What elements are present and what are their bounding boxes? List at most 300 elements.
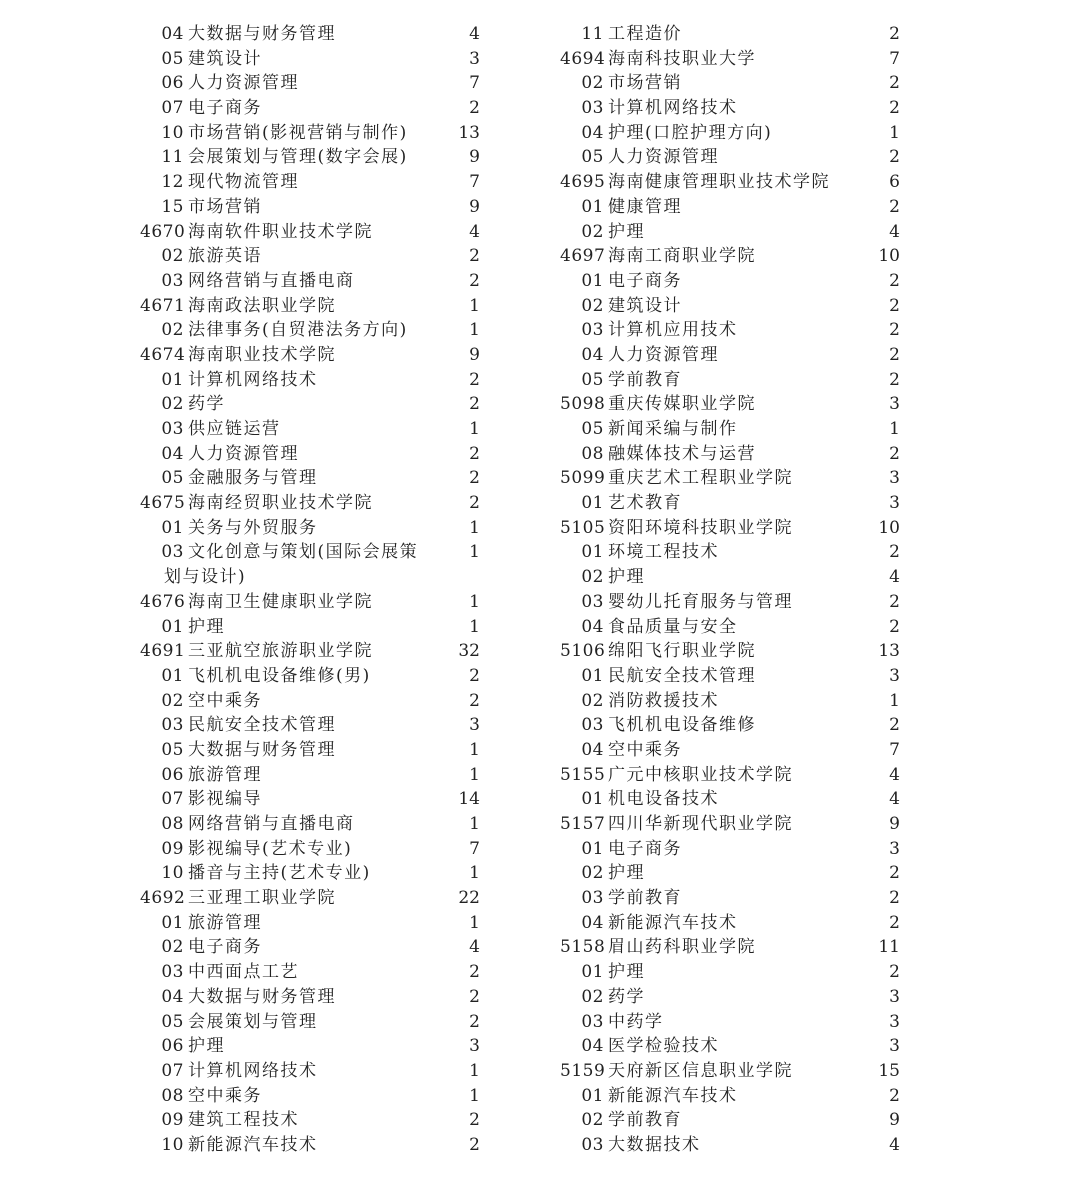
enrollment-count: 3 <box>469 715 480 736</box>
major-row <box>140 664 480 689</box>
major-code: 11 <box>581 24 604 44</box>
major-name: 民航安全技术管理 <box>608 665 756 686</box>
enrollment-count: 3 <box>889 1036 900 1057</box>
major-name: 艺术教育 <box>608 493 682 514</box>
school-row <box>560 244 900 269</box>
school-row <box>140 886 480 911</box>
enrollment-count: 2 <box>469 394 480 415</box>
major-row <box>140 1010 480 1035</box>
major-code: 03 <box>581 98 604 119</box>
major-code: 01 <box>581 1085 604 1106</box>
major-code: 01 <box>581 196 604 217</box>
enrollment-count: 2 <box>889 715 900 736</box>
enrollment-count: 13 <box>878 641 900 662</box>
enrollment-count: 4 <box>469 24 480 44</box>
major-code: 02 <box>161 394 184 415</box>
major-row <box>140 812 480 837</box>
enrollment-count: 2 <box>889 295 900 316</box>
enrollment-count: 1 <box>469 1060 480 1081</box>
major-name: 计算机网络技术 <box>188 1060 318 1081</box>
enrollment-count: 6 <box>889 172 900 193</box>
major-code: 01 <box>161 616 184 637</box>
major-code: 07 <box>161 789 184 810</box>
major-code: 04 <box>581 344 604 365</box>
major-code: 03 <box>581 1011 604 1032</box>
major-row <box>560 985 900 1010</box>
enrollment-count: 2 <box>469 986 480 1007</box>
major-row <box>560 861 900 886</box>
enrollment-count: 2 <box>469 98 480 119</box>
enrollment-count: 2 <box>889 962 900 983</box>
major-code: 03 <box>161 270 184 291</box>
school-name: 四川华新现代职业学院 <box>608 814 793 834</box>
major-code: 03 <box>581 591 604 612</box>
major-row <box>140 1059 480 1084</box>
school-row <box>560 466 900 491</box>
major-name: 护理 <box>608 567 645 588</box>
enrollment-count: 2 <box>469 665 480 686</box>
major-code: 06 <box>161 1036 184 1057</box>
major-row <box>560 294 900 319</box>
enrollment-count: 2 <box>889 320 900 341</box>
school-code: 5157 <box>560 814 606 834</box>
major-row <box>140 96 480 121</box>
enrollment-count: 7 <box>469 73 480 94</box>
enrollment-count: 7 <box>469 172 480 193</box>
enrollment-count: 1 <box>469 616 480 637</box>
school-row <box>140 294 480 319</box>
enrollment-count: 2 <box>469 1110 480 1131</box>
major-name-line1: 文化创意与策划(国际会展策 <box>188 542 419 563</box>
enrollment-count: 10 <box>878 517 900 538</box>
enrollment-count: 4 <box>889 221 900 242</box>
major-row <box>560 195 900 220</box>
major-code: 01 <box>581 962 604 983</box>
major-code: 04 <box>581 912 604 933</box>
enrollment-count: 2 <box>889 443 900 464</box>
major-code: 05 <box>581 369 604 390</box>
school-code: 4675 <box>140 493 186 514</box>
major-row <box>560 1108 900 1133</box>
enrollment-count: 7 <box>469 838 480 859</box>
major-name: 网络营销与直播电商 <box>188 270 355 291</box>
major-name: 法律事务(自贸港法务方向) <box>188 320 408 341</box>
school-name: 海南政法职业学院 <box>188 295 336 316</box>
major-name: 建筑设计 <box>608 295 682 316</box>
major-name: 电子商务 <box>188 937 262 958</box>
major-row <box>140 269 480 294</box>
major-row <box>560 368 900 393</box>
school-name: 海南健康管理职业技术学院 <box>608 172 830 193</box>
major-code: 04 <box>581 616 604 637</box>
enrollment-count: 2 <box>469 962 480 983</box>
major-name: 机电设备技术 <box>608 789 719 810</box>
major-name: 学前教育 <box>608 888 682 909</box>
major-code: 05 <box>161 48 184 69</box>
school-row <box>560 516 900 541</box>
major-name: 飞机机电设备维修(男) <box>188 665 371 686</box>
enrollment-count: 3 <box>889 986 900 1007</box>
major-name: 大数据与财务管理 <box>188 739 336 760</box>
major-row <box>140 170 480 195</box>
enrollment-count: 14 <box>458 789 480 810</box>
school-code: 4694 <box>560 48 606 69</box>
major-name: 空中乘务 <box>188 1085 262 1106</box>
major-code: 02 <box>581 690 604 711</box>
major-row <box>140 1108 480 1133</box>
major-name: 电子商务 <box>188 98 262 119</box>
enrollment-count: 22 <box>458 888 480 909</box>
major-code: 02 <box>581 567 604 588</box>
major-name: 护理 <box>608 221 645 242</box>
major-code: 01 <box>581 838 604 859</box>
major-row <box>560 1010 900 1035</box>
major-name: 空中乘务 <box>608 739 682 760</box>
enrollment-count: 32 <box>458 641 480 662</box>
major-name: 计算机应用技术 <box>608 320 738 341</box>
enrollment-count: 1 <box>469 295 480 316</box>
major-row <box>560 220 900 245</box>
enrollment-count: 2 <box>469 1134 480 1155</box>
major-name: 旅游英语 <box>188 246 262 267</box>
major-row <box>140 787 480 812</box>
major-name: 护理 <box>188 1036 225 1057</box>
enrollment-count: 2 <box>889 344 900 365</box>
enrollment-count: 2 <box>469 443 480 464</box>
major-code: 02 <box>581 986 604 1007</box>
major-name: 新能源汽车技术 <box>608 912 738 933</box>
enrollment-count: 9 <box>889 814 900 834</box>
school-code: 4692 <box>140 888 186 909</box>
major-row <box>560 71 900 96</box>
major-code: 03 <box>161 542 184 563</box>
major-row <box>560 837 900 862</box>
major-row <box>140 466 480 491</box>
major-code: 03 <box>581 888 604 909</box>
major-name: 药学 <box>188 394 225 415</box>
school-name: 海南卫生健康职业学院 <box>188 591 373 612</box>
major-row <box>560 1034 900 1059</box>
major-code: 05 <box>161 739 184 760</box>
enrollment-count: 3 <box>889 493 900 514</box>
major-row <box>560 689 900 714</box>
enrollment-count: 4 <box>889 1134 900 1155</box>
enrollment-count: 1 <box>469 542 480 563</box>
major-code: 03 <box>581 320 604 341</box>
enrollment-count: 2 <box>889 73 900 94</box>
major-name: 学前教育 <box>608 369 682 390</box>
school-code: 4670 <box>140 221 186 242</box>
major-row <box>560 787 900 812</box>
major-row <box>140 861 480 886</box>
major-row <box>140 1034 480 1059</box>
school-code: 4676 <box>140 591 186 612</box>
enrollment-count: 3 <box>889 468 900 489</box>
major-code: 01 <box>581 270 604 291</box>
school-code: 4697 <box>560 246 606 267</box>
enrollment-count: 4 <box>889 789 900 810</box>
enrollment-count: 1 <box>889 690 900 711</box>
school-row <box>560 170 900 195</box>
enrollment-count: 2 <box>469 468 480 489</box>
enrollment-count: 9 <box>889 1110 900 1131</box>
enrollment-count: 2 <box>469 246 480 267</box>
major-row <box>140 145 480 170</box>
major-code: 03 <box>581 715 604 736</box>
school-code: 5106 <box>560 641 606 662</box>
school-row <box>560 639 900 664</box>
enrollment-count: 2 <box>889 616 900 637</box>
major-code: 01 <box>581 542 604 563</box>
major-name: 药学 <box>608 986 645 1007</box>
major-name: 护理 <box>608 962 645 983</box>
major-code: 10 <box>161 122 184 143</box>
major-code: 03 <box>161 419 184 439</box>
enrollment-count: 1 <box>469 912 480 933</box>
school-row <box>140 590 480 615</box>
major-name: 工程造价 <box>608 24 682 44</box>
major-code: 04 <box>161 24 184 44</box>
major-code: 01 <box>161 912 184 933</box>
major-code: 10 <box>161 863 184 884</box>
major-name: 市场营销(影视营销与制作) <box>188 122 408 143</box>
major-row <box>140 1133 480 1158</box>
major-code: 02 <box>581 863 604 884</box>
major-row <box>140 121 480 146</box>
major-code: 08 <box>161 1085 184 1106</box>
enrollment-count: 1 <box>469 517 480 538</box>
major-code: 08 <box>581 443 604 464</box>
major-name: 大数据与财务管理 <box>188 986 336 1007</box>
school-row <box>560 935 900 960</box>
enrollment-count: 2 <box>889 542 900 563</box>
major-name: 电子商务 <box>608 270 682 291</box>
enrollment-count: 1 <box>469 1085 480 1106</box>
school-row <box>140 491 480 516</box>
enrollment-count: 2 <box>469 369 480 390</box>
enrollment-count: 2 <box>889 863 900 884</box>
school-name: 资阳环境科技职业学院 <box>608 517 793 538</box>
school-name: 天府新区信息职业学院 <box>608 1060 793 1081</box>
major-row <box>560 886 900 911</box>
school-code: 4691 <box>140 641 186 662</box>
enrollment-count: 2 <box>889 369 900 390</box>
enrollment-count: 1 <box>469 739 480 760</box>
major-row <box>140 738 480 763</box>
school-name: 海南软件职业技术学院 <box>188 221 373 242</box>
major-name: 大数据技术 <box>608 1134 701 1155</box>
major-name: 网络营销与直播电商 <box>188 814 355 835</box>
school-row <box>140 343 480 368</box>
major-name: 飞机机电设备维修 <box>608 715 756 736</box>
major-name: 婴幼儿托育服务与管理 <box>608 591 793 612</box>
major-row <box>560 145 900 170</box>
school-row <box>140 639 480 664</box>
enrollment-count: 2 <box>469 1011 480 1032</box>
school-code: 5158 <box>560 937 606 958</box>
enrollment-count: 2 <box>469 270 480 291</box>
enrollment-count: 3 <box>889 1011 900 1032</box>
school-row <box>560 392 900 417</box>
major-row <box>140 911 480 936</box>
school-code: 4674 <box>140 344 186 365</box>
major-name: 旅游管理 <box>188 764 262 785</box>
enrollment-count: 2 <box>889 196 900 217</box>
major-name: 新能源汽车技术 <box>188 1134 318 1155</box>
major-row <box>140 1084 480 1109</box>
enrollment-count: 7 <box>889 739 900 760</box>
major-code: 04 <box>581 739 604 760</box>
enrollment-count: 2 <box>889 24 900 44</box>
major-code: 02 <box>581 1110 604 1131</box>
left-column <box>140 22 480 1158</box>
school-code: 5159 <box>560 1060 606 1081</box>
major-row <box>560 343 900 368</box>
major-name: 会展策划与管理(数字会展) <box>188 147 408 168</box>
major-row <box>560 121 900 146</box>
enrollment-count: 9 <box>469 196 480 217</box>
school-name: 广元中核职业技术学院 <box>608 764 793 785</box>
major-name: 消防救援技术 <box>608 690 719 711</box>
major-name: 人力资源管理 <box>608 147 719 168</box>
major-code: 09 <box>161 838 184 859</box>
enrollment-count: 4 <box>469 937 480 958</box>
major-code: 05 <box>161 468 184 489</box>
major-name: 民航安全技术管理 <box>188 715 336 736</box>
enrollment-count: 15 <box>878 1060 900 1081</box>
major-name: 融媒体技术与运营 <box>608 443 756 464</box>
major-row <box>560 417 900 442</box>
enrollment-count: 2 <box>889 912 900 933</box>
major-row <box>560 96 900 121</box>
enrollment-count: 1 <box>469 764 480 785</box>
major-row <box>140 985 480 1010</box>
major-name: 现代物流管理 <box>188 172 299 193</box>
school-name: 眉山药科职业学院 <box>608 937 756 958</box>
major-row <box>560 960 900 985</box>
enrollment-count: 2 <box>469 493 480 514</box>
major-row <box>140 195 480 220</box>
major-name-line2: 划与设计) <box>164 567 247 588</box>
major-name: 建筑设计 <box>188 48 262 69</box>
major-code: 04 <box>581 122 604 143</box>
major-row <box>140 935 480 960</box>
major-code: 07 <box>161 1060 184 1081</box>
major-code: 03 <box>581 1134 604 1155</box>
school-code: 4671 <box>140 295 186 316</box>
enrollment-count: 2 <box>889 98 900 119</box>
major-code: 02 <box>161 690 184 711</box>
major-name: 计算机网络技术 <box>188 369 318 390</box>
enrollment-count: 4 <box>889 764 900 785</box>
major-row <box>140 368 480 393</box>
major-code: 02 <box>161 320 184 341</box>
major-code: 02 <box>581 221 604 242</box>
school-row <box>560 763 900 788</box>
major-code: 01 <box>161 369 184 390</box>
major-code: 02 <box>161 246 184 267</box>
major-row <box>560 565 900 590</box>
major-code: 02 <box>581 295 604 316</box>
major-row <box>140 22 480 47</box>
school-name: 海南职业技术学院 <box>188 344 336 365</box>
major-code: 01 <box>581 493 604 514</box>
school-code: 5098 <box>560 394 606 415</box>
enrollment-count: 1 <box>469 419 480 439</box>
enrollment-count: 1 <box>469 814 480 835</box>
school-row <box>560 47 900 72</box>
school-name: 重庆传媒职业学院 <box>608 394 756 415</box>
school-code: 4695 <box>560 172 606 193</box>
school-name: 三亚理工职业学院 <box>188 888 336 909</box>
major-row <box>560 738 900 763</box>
major-name: 人力资源管理 <box>608 344 719 365</box>
major-row <box>140 244 480 269</box>
major-name: 中西面点工艺 <box>188 962 299 983</box>
major-code: 06 <box>161 73 184 94</box>
enrollment-count: 1 <box>889 419 900 439</box>
major-row <box>560 713 900 738</box>
major-row <box>560 491 900 516</box>
school-code: 5099 <box>560 468 606 489</box>
enrollment-count: 2 <box>469 690 480 711</box>
major-name: 环境工程技术 <box>608 542 719 563</box>
enrollment-count: 2 <box>889 591 900 612</box>
enrollment-count: 9 <box>469 147 480 168</box>
school-code: 5155 <box>560 764 606 785</box>
major-row <box>560 590 900 615</box>
major-name: 影视编导(艺术专业) <box>188 838 353 859</box>
enrollment-count: 3 <box>889 394 900 415</box>
major-code: 01 <box>581 789 604 810</box>
major-name: 计算机网络技术 <box>608 98 738 119</box>
major-name: 中药学 <box>608 1011 664 1032</box>
major-code: 08 <box>161 814 184 835</box>
major-name: 人力资源管理 <box>188 443 299 464</box>
school-row <box>560 1059 900 1084</box>
enrollment-count: 2 <box>889 1085 900 1106</box>
major-row <box>140 318 480 343</box>
school-name: 重庆艺术工程职业学院 <box>608 468 793 489</box>
major-row <box>140 392 480 417</box>
major-row <box>140 960 480 985</box>
major-code: 06 <box>161 764 184 785</box>
major-code: 02 <box>161 937 184 958</box>
school-name: 海南工商职业学院 <box>608 246 756 267</box>
enrollment-count: 10 <box>878 246 900 267</box>
major-name: 护理 <box>608 863 645 884</box>
major-name: 供应链运营 <box>188 419 281 439</box>
major-row <box>560 1133 900 1158</box>
enrollment-count: 9 <box>469 344 480 365</box>
school-name: 海南科技职业大学 <box>608 48 756 69</box>
major-code: 09 <box>161 1110 184 1131</box>
major-name: 市场营销 <box>608 73 682 94</box>
major-name: 新能源汽车技术 <box>608 1085 738 1106</box>
major-name: 护理 <box>188 616 225 637</box>
major-code: 01 <box>161 517 184 538</box>
enrollment-count: 1 <box>469 863 480 884</box>
major-code: 05 <box>581 147 604 168</box>
school-row <box>560 812 900 837</box>
enrollment-count: 11 <box>878 937 900 958</box>
enrollment-count: 4 <box>889 567 900 588</box>
enrollment-count: 2 <box>889 270 900 291</box>
major-code: 01 <box>161 665 184 686</box>
enrollment-count: 13 <box>458 122 480 143</box>
enrollment-count: 4 <box>469 221 480 242</box>
major-row <box>560 540 900 565</box>
